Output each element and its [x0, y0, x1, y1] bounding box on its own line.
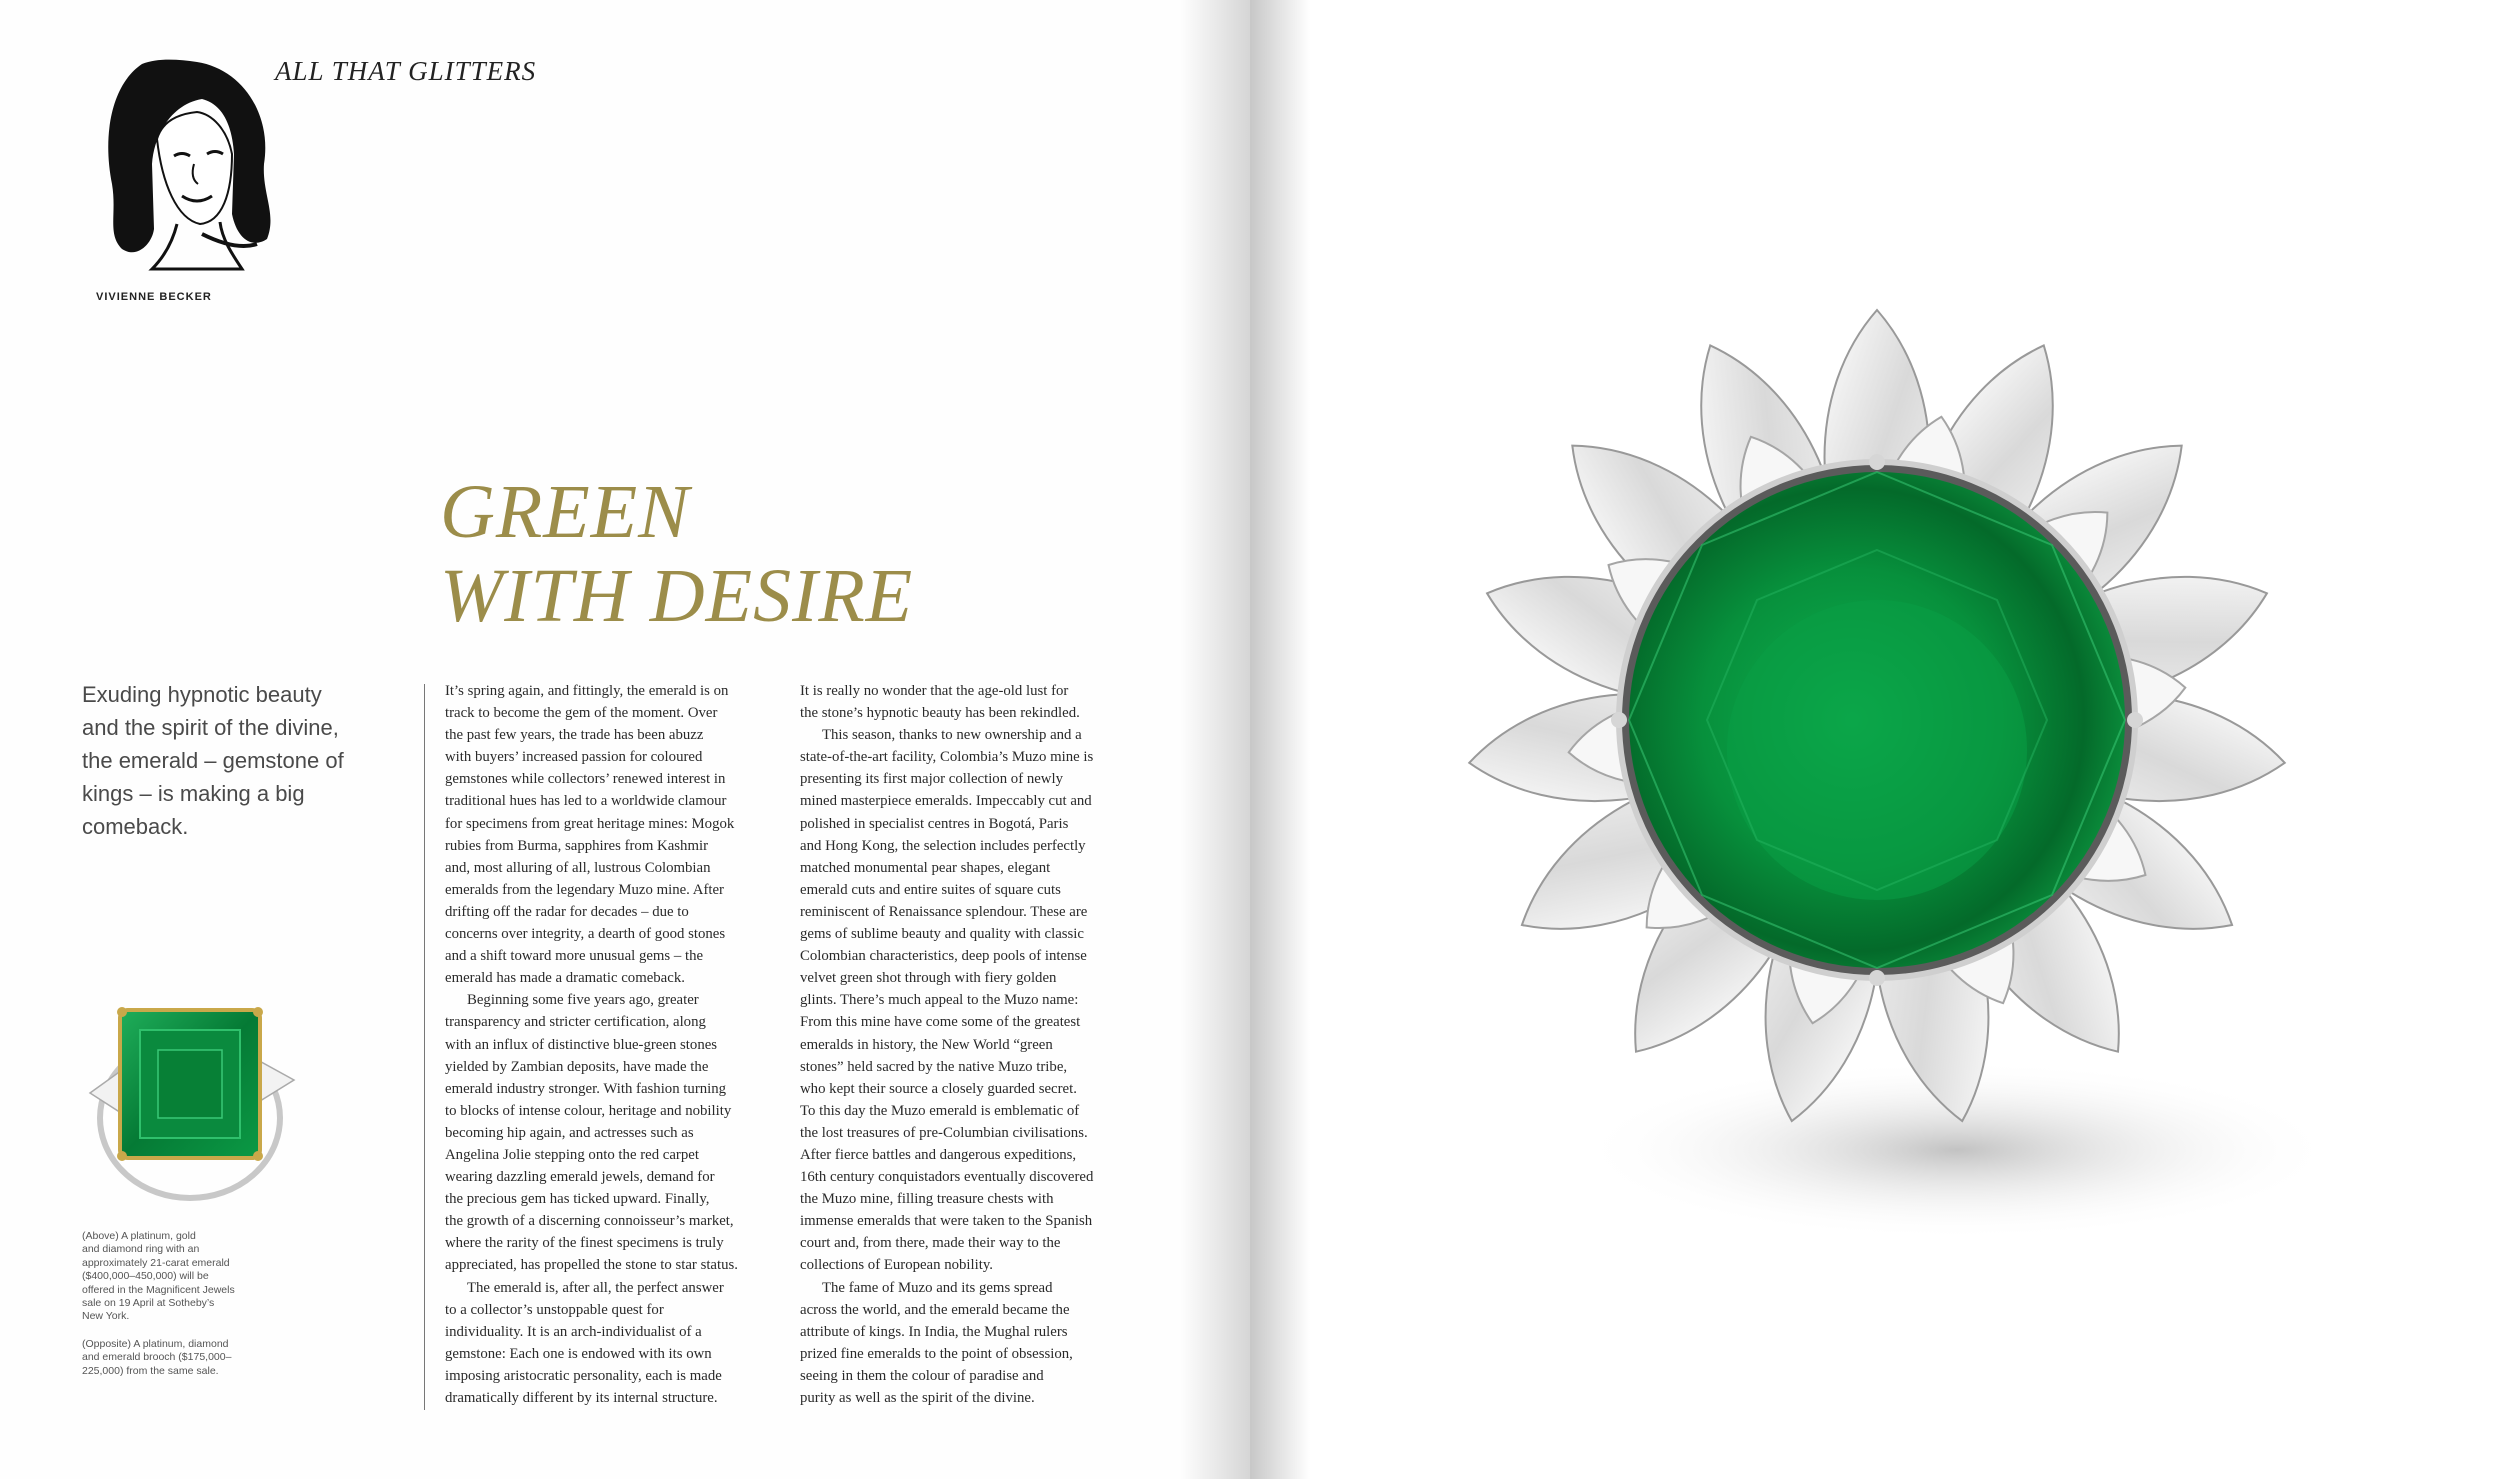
body-line: Beginning some five years ago, greater — [467, 992, 699, 1009]
body-line: concerns over integrity, a dearth of good stones — [445, 926, 726, 943]
body-line: The fame of Muzo and its gems spread — [822, 1279, 1053, 1296]
body-line: and Hong Kong, the selection includes perfectly — [800, 837, 1086, 854]
body-line: traditional hues has led to a worldwide clamour — [445, 793, 727, 810]
emerald-ring-photo — [72, 988, 312, 1228]
caption-line: approximately 21-carat emerald — [82, 1256, 230, 1269]
body-line: 16th century conquistadors eventually discovered — [800, 1169, 1094, 1186]
caption-above — [82, 1230, 282, 1324]
headline-line-1: GREEN — [440, 470, 690, 554]
body-line: individuality. It is an arch-individualist of a — [445, 1323, 702, 1340]
body-line: to a collector’s unstoppable quest for — [445, 1301, 664, 1318]
body-line: collections of European nobility. — [800, 1257, 993, 1274]
body-line: the lost treasures of pre-Columbian civilisations. — [800, 1124, 1088, 1141]
body-line: for specimens from great heritage mines: Mogok — [445, 815, 735, 832]
headline-line-2: WITH DESIRE — [440, 554, 914, 638]
body-line: emeralds from the legendary Muzo mine. After — [445, 881, 724, 898]
body-line: wearing dazzling emerald jewels, demand for — [445, 1169, 715, 1186]
body-line: transparency and stricter certification, along — [445, 1014, 706, 1031]
body-line: glints. There’s much appeal to the Muzo name: — [800, 992, 1079, 1009]
body-line: the precious gem has ticked upward. Finally, — [445, 1191, 710, 1208]
body-line: gems of sublime beauty and quality with classic — [800, 926, 1084, 943]
body-line: Angelina Jolie stepping onto the red carpet — [445, 1146, 699, 1163]
body-line: yielded by Zambian deposits, have made the — [445, 1058, 709, 1075]
gutter-shadow — [1180, 0, 1250, 1479]
caption-line: (Opposite) A platinum, diamond — [82, 1338, 229, 1350]
body-line: seeing in them the colour of paradise and — [800, 1367, 1044, 1384]
right-page — [1250, 0, 2500, 1479]
gutter-shadow — [1250, 0, 1310, 1479]
caption-line: New York. — [82, 1310, 130, 1323]
body-line: mined masterpiece emeralds. Impeccably cut and — [800, 793, 1092, 810]
body-line: and, most alluring of all, lustrous Colombian — [445, 859, 711, 876]
body-line: dramatically different by its internal structure. — [445, 1390, 718, 1406]
body-line: velvet green shot through with fiery golden — [800, 970, 1057, 987]
body-line: From this mine have come some of the greatest — [800, 1014, 1081, 1031]
body-line: It is really no wonder that the age-old lust for — [800, 683, 1069, 699]
body-line: This season, thanks to new ownership and a — [822, 727, 1082, 744]
body-line: state-of-the-art facility, Colombia’s Muzo mine is — [800, 749, 1094, 766]
body-line: with buyers’ increased passion for coloured — [445, 749, 703, 766]
author-portrait-sketch — [82, 44, 282, 284]
body-line: imposing aristocratic personality, each is made — [445, 1367, 722, 1384]
body-line: who kept their source a closely guarded secret. — [800, 1080, 1077, 1097]
caption-line: and emerald brooch ($175,000– — [82, 1351, 232, 1364]
column-rule — [424, 684, 425, 1410]
body-line: across the world, and the emerald became the — [800, 1301, 1070, 1318]
body-line: emerald industry stronger. With fashion turning — [445, 1080, 727, 1097]
body-line: gemstone: Each one is endowed with its own — [445, 1345, 712, 1362]
body-line: purity as well as the spirit of the divine. — [800, 1390, 1035, 1406]
body-line: the Muzo mine, filling treasure chests with — [800, 1191, 1054, 1208]
body-line: emerald cuts and entire suites of square cuts — [800, 881, 1061, 898]
body-line: becoming hip again, and actresses such as — [445, 1124, 694, 1141]
body-line: matched monumental pear shapes, elegant — [800, 859, 1051, 876]
body-line: presenting its first major collection of newly — [800, 771, 1063, 788]
body-line: attribute of kings. In India, the Mughal rulers — [800, 1323, 1068, 1340]
body-line: and a shift toward more unusual gems – the — [445, 948, 704, 965]
caption-line: and diamond ring with an — [82, 1243, 200, 1256]
body-line: reminiscent of Renaissance splendour. These are — [800, 903, 1088, 920]
body-column-2 — [800, 680, 1145, 1409]
body-line: the growth of a discerning connoisseur’s market, — [445, 1213, 734, 1230]
body-line: drifting off the radar for decades – due to — [445, 903, 689, 920]
body-line: It’s spring again, and fittingly, the emerald is on — [445, 683, 729, 699]
body-line: appreciated, has propelled the stone to star status. — [445, 1257, 738, 1274]
body-line: gemstones while collectors’ renewed interest in — [445, 771, 726, 788]
body-line: rubies from Burma, sapphires from Kashmir — [445, 837, 708, 854]
body-line: prized fine emeralds to the point of obsession, — [800, 1345, 1073, 1362]
body-line: track to become the gem of the moment. Over — [445, 705, 718, 722]
body-line: the past few years, the trade has been abuzz — [445, 727, 704, 744]
caption-line: 225,000) from the same sale. — [82, 1364, 219, 1377]
body-line: After fierce battles and dangerous expeditions, — [800, 1146, 1077, 1163]
article-headline — [440, 470, 1140, 638]
caption-opposite — [82, 1338, 282, 1378]
body-line: stones” held sacred by the native Muzo tribe, — [800, 1058, 1068, 1075]
body-column-1 — [445, 680, 785, 1409]
body-line: emerald has made a dramatic comeback. — [445, 970, 685, 987]
author-byline: VIVIENNE BECKER — [96, 291, 212, 303]
standfirst: Exuding hypnotic beauty and the spirit of the divine, the emerald – gemstone of kings – is making a big comeback. — [82, 682, 344, 839]
caption-line: ($400,000–450,000) will be — [82, 1270, 209, 1283]
body-line: where the rarity of the finest specimens is truly — [445, 1235, 724, 1252]
body-line: The emerald is, after all, the perfect answer — [467, 1279, 724, 1296]
body-line: emeralds in history, the New World “green — [800, 1036, 1053, 1053]
body-line: immense emeralds that were taken to the Spanish — [800, 1213, 1093, 1230]
body-line: Colombian characteristics, deep pools of intense — [800, 948, 1087, 965]
caption-line: (Above) A platinum, gold — [82, 1230, 196, 1242]
caption-line: sale on 19 April at Sotheby’s — [82, 1297, 215, 1310]
body-line: To this day the Muzo emerald is emblematic of — [800, 1102, 1080, 1119]
body-line: the stone’s hypnotic beauty has been rekindled. — [800, 705, 1080, 722]
body-line: to blocks of intense colour, heritage and nobility — [445, 1102, 732, 1119]
body-line: court and, from there, made their way to the — [800, 1235, 1061, 1252]
emerald-brooch-photo — [1357, 180, 2397, 1260]
section-title: ALL THAT GLITTERS — [275, 56, 537, 86]
caption-line: offered in the Magnificent Jewels — [82, 1283, 235, 1296]
body-line: polished in specialist centres in Bogotá, Paris — [800, 815, 1069, 832]
body-line: with an influx of distinctive blue-green stones — [445, 1036, 718, 1053]
